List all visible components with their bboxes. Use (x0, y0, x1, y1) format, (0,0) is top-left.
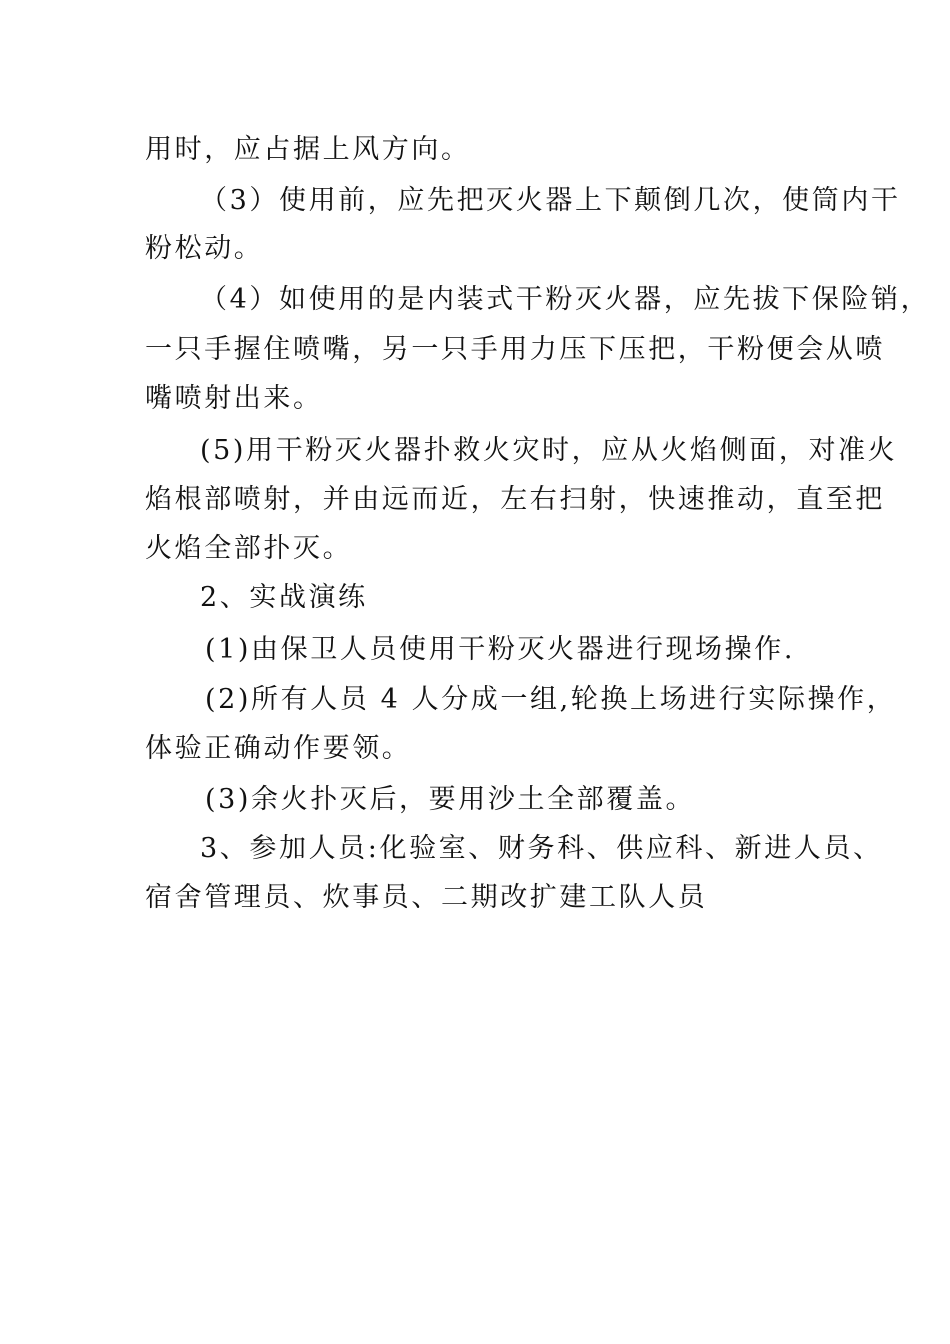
paragraph-line: 火焰全部扑灭。 (145, 533, 353, 564)
paragraph-line: （4）如使用的是内装式干粉灭火器，应先拔下保险销， (200, 284, 931, 315)
paragraph-line: 宿舍管理员、炊事员、二期改扩建工队人员 (145, 882, 708, 913)
paragraph-line: 体验正确动作要领。 (145, 733, 412, 764)
section-heading: 2、实战演练 (200, 582, 368, 613)
paragraph-line: 一只手握住喷嘴，另一只手用力压下压把，干粉便会从喷 (145, 334, 885, 365)
paragraph-line: (1)由保卫人员使用干粉灭火器进行现场操作. (205, 634, 796, 665)
paragraph-line: (5)用干粉灭火器扑救火灾时，应从火焰侧面，对准火 (200, 435, 898, 466)
paragraph-line: 焰根部喷射，并由远而近，左右扫射，快速推动，直至把 (145, 484, 885, 515)
paragraph-line: （3）使用前，应先把灭火器上下颠倒几次，使筒内干 (200, 185, 901, 216)
paragraph-line: 用时，应占据上风方向。 (145, 134, 471, 165)
paragraph-line: (2)所有人员 4 人分成一组,轮换上场进行实际操作， (205, 684, 897, 715)
section-heading: 3、参加人员:化验室、财务科、供应科、新进人员、 (200, 833, 883, 864)
paragraph-line: (3)余火扑灭后，要用沙土全部覆盖。 (205, 784, 696, 815)
paragraph-line: 粉松动。 (145, 233, 264, 264)
paragraph-line: 嘴喷射出来。 (145, 383, 323, 414)
